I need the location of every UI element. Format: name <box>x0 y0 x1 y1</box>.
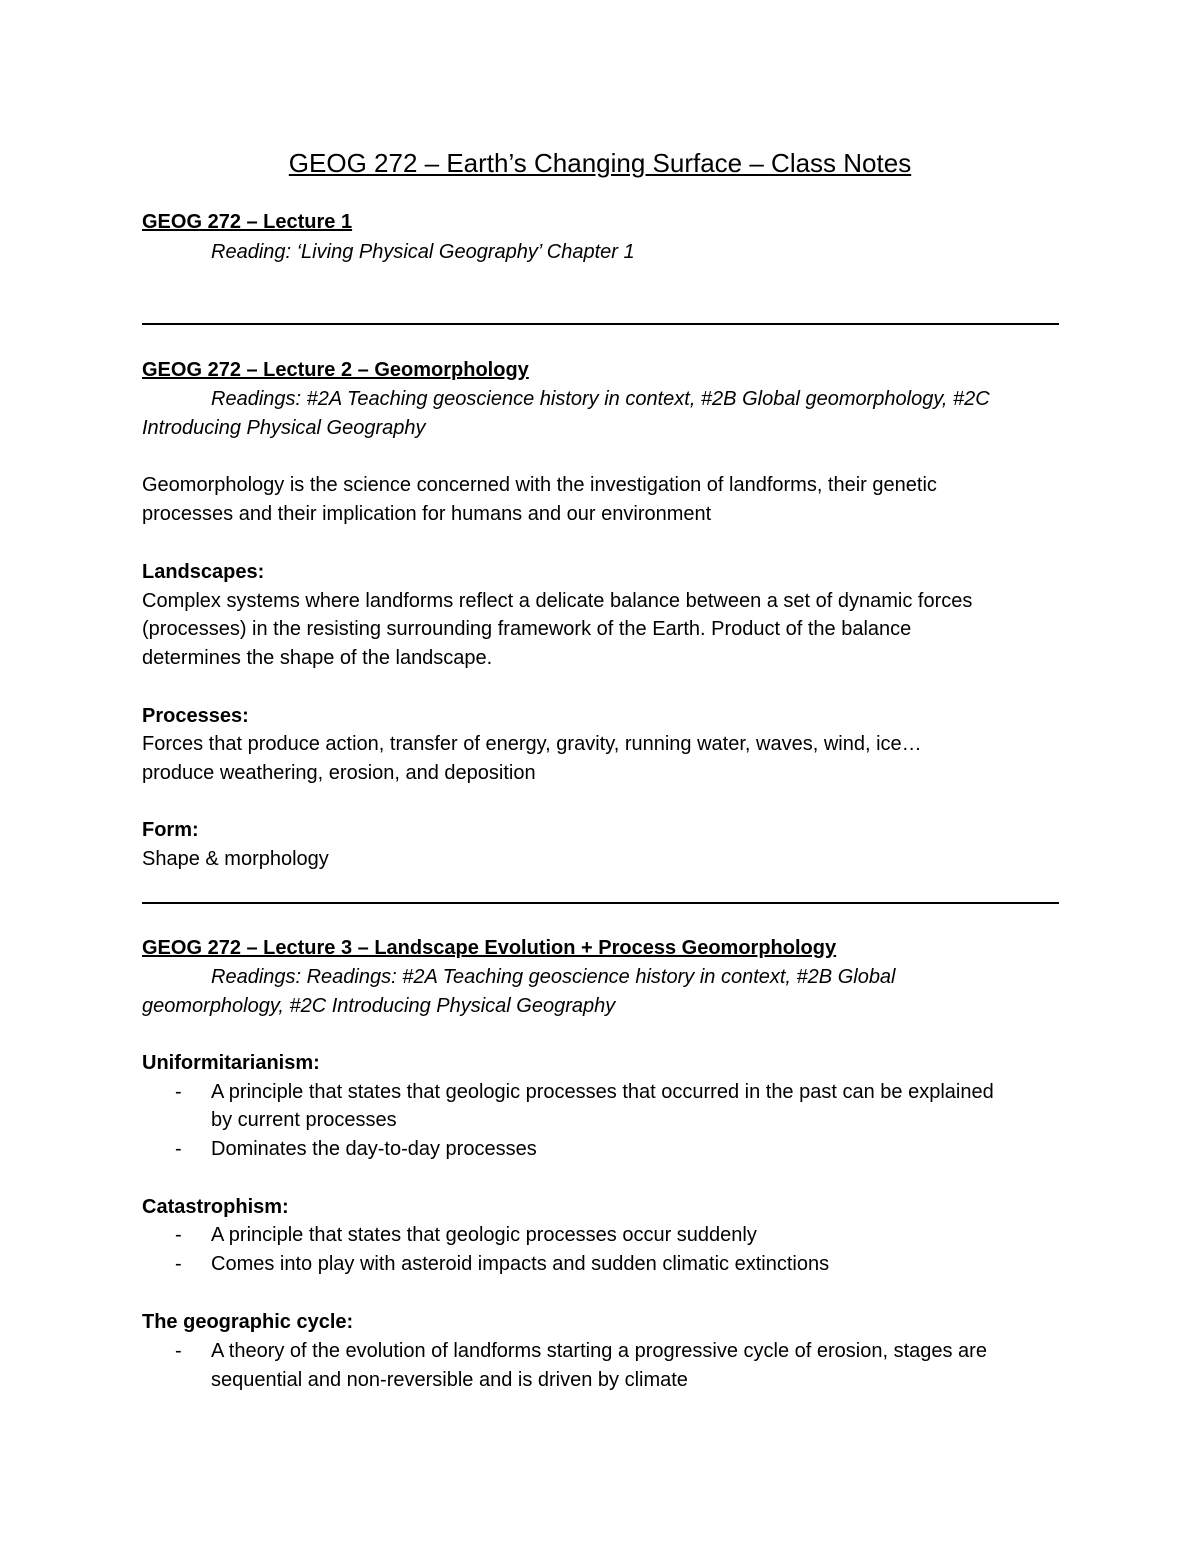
catastrophism-item-2: Comes into play with asteroid impacts and sudden climatic extinctions <box>211 1253 830 1275</box>
form-text: Shape & morphology <box>142 848 329 870</box>
bullet-dash: - <box>175 1340 182 1362</box>
processes-label: Processes: <box>142 705 249 727</box>
bullet-dash: - <box>175 1138 182 1160</box>
processes-text-line1: Forces that produce action, transfer of energy, gravity, running water, waves, wind, ice… <box>142 733 922 755</box>
lecture-3-readings-line1: Readings: Readings: #2A Teaching geoscience history in context, #2B Global <box>211 966 896 988</box>
geomorphology-definition-line2: processes and their implication for humans and our environment <box>142 503 712 525</box>
lecture-2-heading: GEOG 272 – Lecture 2 – Geomorphology <box>142 359 529 381</box>
section-divider <box>142 323 1059 325</box>
lecture-3-readings-line2: geomorphology, #2C Introducing Physical Geography <box>142 995 616 1017</box>
geomorphology-definition-line1: Geomorphology is the science concerned with the investigation of landforms, their genetic <box>142 474 937 496</box>
landscapes-label: Landscapes: <box>142 561 265 583</box>
form-label: Form: <box>142 819 199 841</box>
landscapes-text-line3: determines the shape of the landscape. <box>142 647 493 669</box>
bullet-dash: - <box>175 1224 182 1246</box>
uniformitarianism-item-1: A principle that states that geologic processes that occurred in the past can be explained <box>211 1081 994 1103</box>
lecture-3-heading: GEOG 272 – Lecture 3 – Landscape Evolution + Process Geomorphology <box>142 937 837 959</box>
landscapes-text-line2: (processes) in the resisting surrounding framework of the Earth. Product of the balance <box>142 618 912 640</box>
bullet-dash: - <box>175 1253 182 1275</box>
bullet-dash: - <box>175 1081 182 1103</box>
uniformitarianism-item-2: Dominates the day-to-day processes <box>211 1138 537 1160</box>
geographic-cycle-item-1-cont: sequential and non-reversible and is driven by climate <box>211 1369 688 1391</box>
uniformitarianism-item-1-cont: by current processes <box>211 1109 397 1131</box>
catastrophism-item-1: A principle that states that geologic processes occur suddenly <box>211 1224 757 1246</box>
geographic-cycle-label: The geographic cycle: <box>142 1311 354 1333</box>
processes-text-line2: produce weathering, erosion, and deposition <box>142 762 536 784</box>
section-divider <box>142 902 1059 904</box>
landscapes-text-line1: Complex systems where landforms reflect a delicate balance between a set of dynamic forces <box>142 590 973 612</box>
lecture-1-heading: GEOG 272 – Lecture 1 <box>142 211 353 233</box>
page-title: GEOG 272 – Earth’s Changing Surface – Class Notes <box>288 148 912 178</box>
lecture-2-readings-line2: Introducing Physical Geography <box>142 417 426 439</box>
uniformitarianism-label: Uniformitarianism: <box>142 1052 320 1074</box>
lecture-1-reading: Reading: ‘Living Physical Geography’ Chapter 1 <box>211 241 635 263</box>
catastrophism-label: Catastrophism: <box>142 1196 289 1218</box>
geographic-cycle-item-1: A theory of the evolution of landforms starting a progressive cycle of erosion, stages are <box>211 1340 987 1362</box>
lecture-2-readings-line1: Readings: #2A Teaching geoscience history in context, #2B Global geomorphology, #2C <box>211 388 990 410</box>
